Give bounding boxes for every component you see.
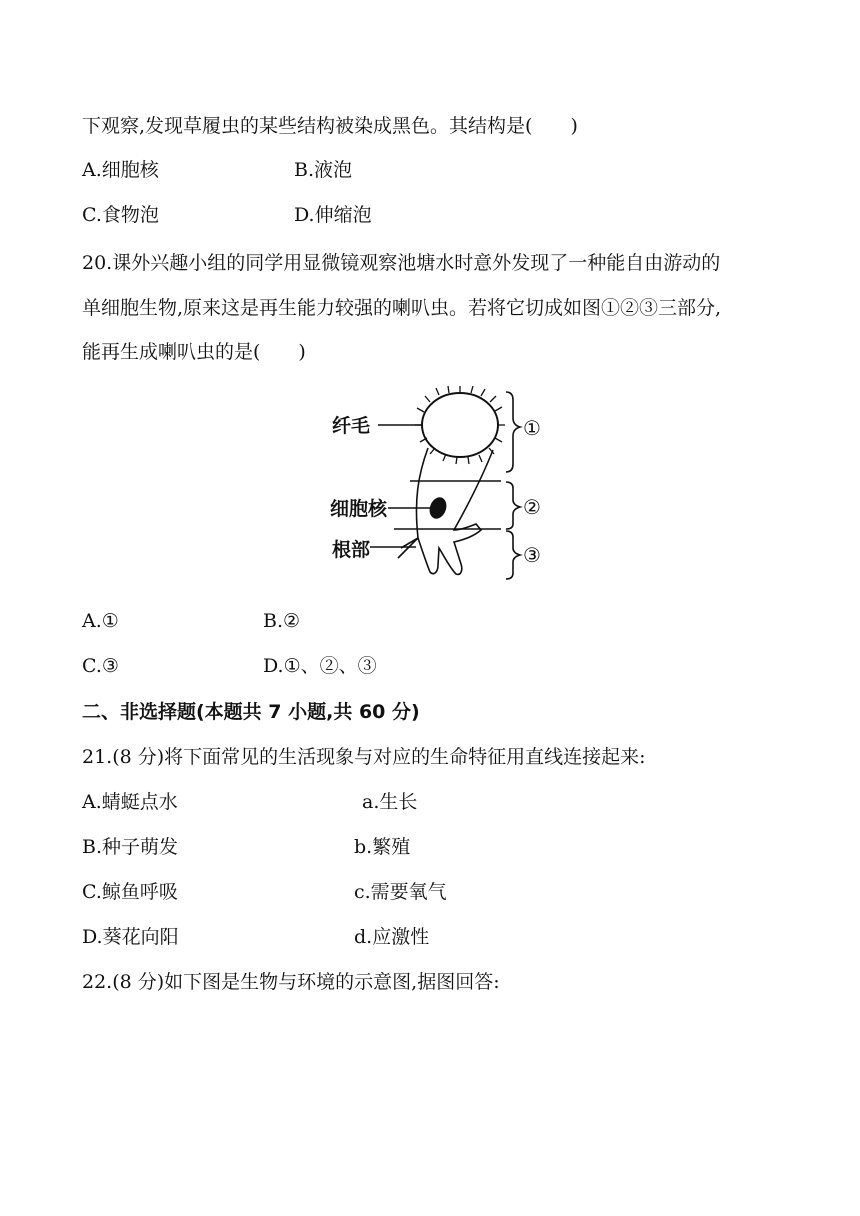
nucleus-blob bbox=[427, 495, 450, 521]
q21-feature-d: d.应激性 bbox=[354, 926, 430, 948]
section-2-title: 二、非选择题(本题共 7 小题,共 60 分) bbox=[82, 701, 420, 723]
body-outline bbox=[398, 448, 493, 574]
q21-phenomenon-b: B.种子萌发 bbox=[82, 836, 179, 858]
q21-stem: 21.(8 分)将下面常见的生活现象与对应的生命特征用直线连接起来: bbox=[82, 746, 646, 768]
q22-stem: 22.(8 分)如下图是生物与环境的示意图,据图回答: bbox=[82, 971, 500, 993]
root-label: 根部 bbox=[332, 539, 371, 561]
q21-feature-b: b.繁殖 bbox=[354, 836, 411, 858]
trumpet-animalcule-figure bbox=[318, 380, 558, 585]
q20-option-c: C.③ bbox=[82, 655, 119, 677]
brace-part-1 bbox=[506, 392, 520, 472]
nucleus-label: 细胞核 bbox=[330, 498, 388, 520]
q20-stem-line2: 单细胞生物,原来这是再生能力较强的喇叭虫。若将它切成如图①②③三部分, bbox=[82, 297, 722, 319]
part-3-label: ③ bbox=[523, 543, 541, 567]
part-2-label: ② bbox=[523, 495, 541, 519]
cilia-label: 纤毛 bbox=[332, 415, 371, 437]
q19-option-b: B.液泡 bbox=[294, 159, 353, 181]
q19-option-c: C.食物泡 bbox=[82, 204, 159, 226]
q20-option-b: B.② bbox=[263, 610, 301, 632]
q20-stem-line3: 能再生成喇叭虫的是( ) bbox=[82, 341, 306, 363]
q19-stem: 下观察,发现草履虫的某些结构被染成黑色。其结构是( ) bbox=[82, 115, 578, 137]
brace-part-2 bbox=[506, 482, 520, 529]
q19-option-a: A.细胞核 bbox=[82, 159, 159, 181]
q20-option-a: A.① bbox=[82, 610, 119, 632]
q19-option-d: D.伸缩泡 bbox=[294, 204, 372, 226]
part-1-label: ① bbox=[523, 416, 541, 440]
q21-phenomenon-c: C.鲸鱼呼吸 bbox=[82, 881, 178, 903]
q21-phenomenon-d: D.葵花向阳 bbox=[82, 926, 179, 948]
oral-disc bbox=[422, 393, 498, 457]
q20-stem-line1: 20.课外兴趣小组的同学用显微镜观察池塘水时意外发现了一种能自由游动的 bbox=[82, 252, 721, 274]
brace-part-3 bbox=[506, 531, 520, 579]
q21-phenomenon-a: A.蜻蜓点水 bbox=[82, 791, 178, 813]
q21-feature-c: c.需要氧气 bbox=[354, 881, 447, 903]
q20-option-d: D.①、②、③ bbox=[263, 655, 377, 677]
q21-feature-a: a.生长 bbox=[362, 791, 418, 813]
